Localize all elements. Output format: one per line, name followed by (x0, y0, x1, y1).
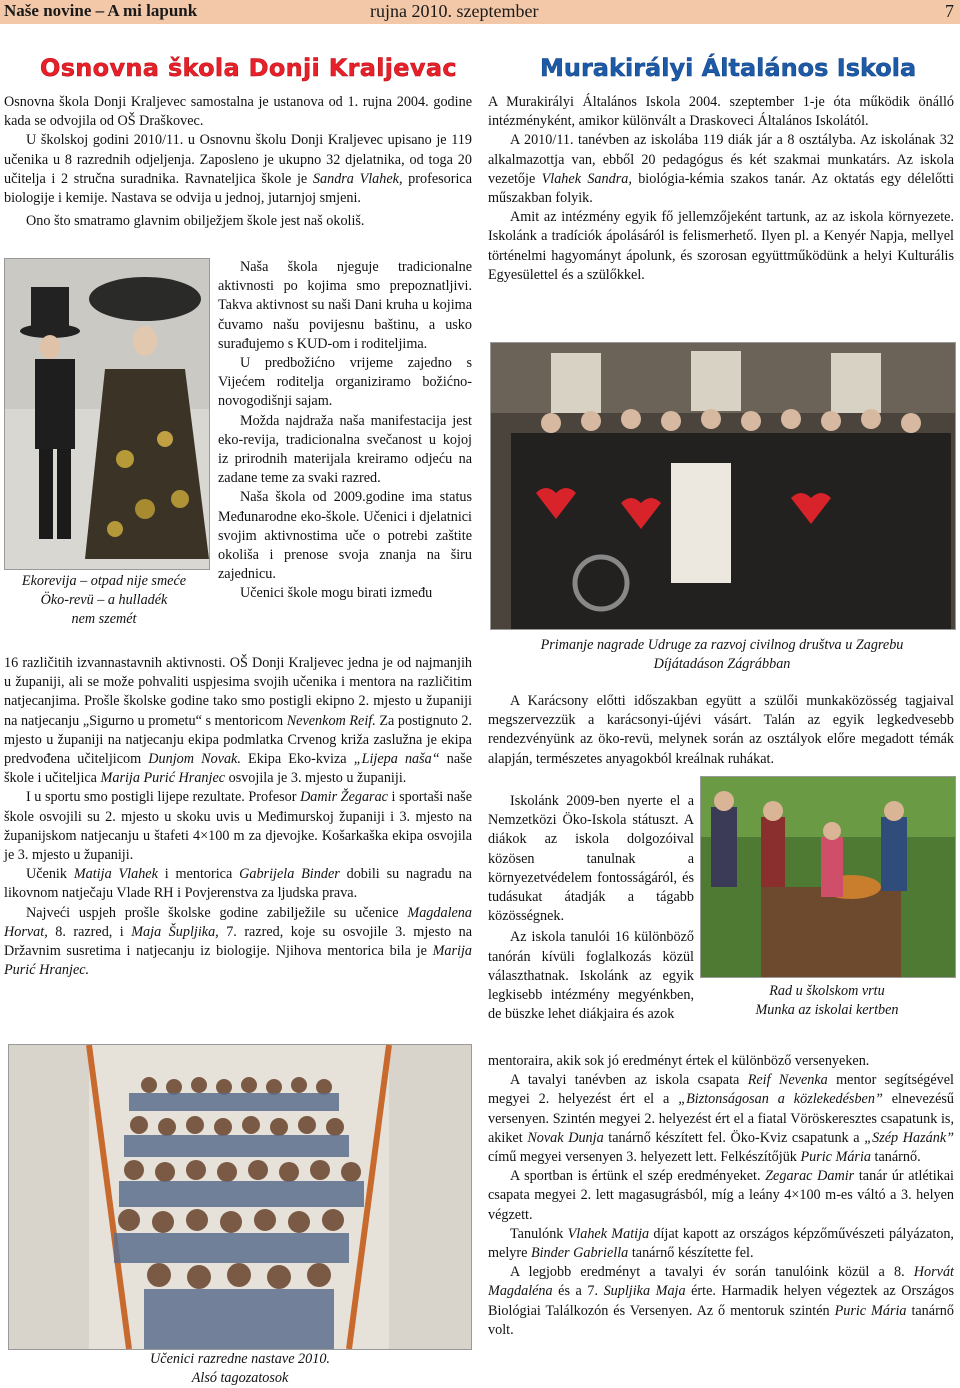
hr-side-paragraph: Možda najdraža naša manifestacija jest eko-revija, tradicionalna svečanost u kojoj iz prirodnih materijala kreiramo odjeću na zadane teme za svaki razred. (218, 412, 472, 487)
hr-paragraph-5: I u sportu smo postigli lijepe rezultate. Profesor Damir Žegarac i sportaši naše škole osvojili su 2. mjesto u skoku uvis u Međimurskoj županiji i 3. mjesto na županijskom natjecanju u štafeti 4×100 m za djevojke. Košarkaška ekipa osvojila je 3. mjesto u županiji. (4, 789, 472, 864)
newspaper-name: Naše novine – A mi lapunk (4, 1, 198, 20)
hr-side-paragraph: Naša škola njeguje tradicionalne aktivnosti po kojima smo prepoznatljivi. Takva aktivnost su naši Dani kruha u kojima čuvamo našu povijesnu baštinu, a usko surađujemo s KUD-om i roditeljima. (218, 259, 472, 352)
school-garden-photo-image (701, 777, 955, 977)
hr-article-title: Osnovna škola Donji Kraljevac (40, 54, 457, 82)
hr-side-paragraph: Naša škola od 2009.godine ima status Međunarodne eko-škole. Učenici i djelatnici svojim aktivnostima uče o potrebi zaštite okoliša i prenose svoja znanja na širu zajednicu. (218, 489, 472, 583)
hr-paragraph-2: U školskoj godini 2010/11. u Osnovnu školu Donji Kraljevec upisano je 119 učenika u 8 razrednih odjeljenja. Zaposleno je ukupno 32 djelatnika, od toga 20 učitelja i 2 stručna suradnika. Ravnateljica škole je Sandra Vlahek, profesorica biologije i kemije. Nastava se odvija u jednoj, jutarnjoj smjeni. (4, 132, 472, 207)
award-ceremony-photo (490, 342, 956, 630)
hu-paragraph-1: A Murakirályi Általános Iskola 2004. szeptember 1-je óta működik önálló intézményként, amikor különvált a Draskoveci Általános Iskolától. (488, 94, 954, 130)
hr-side-column (218, 258, 472, 604)
caption-line: Ekorevija – otpad nije smeće (21, 573, 187, 589)
caption-line: Alsó tagozatosok (191, 1370, 289, 1386)
page-number: 7 (945, 1, 954, 21)
hu-paragraph-6: Az iskola tanulói 16 különböző tanórán kívüli foglalkozás közül választhatnak. Iskolánk az egyik legkisebb intézmény megyénkben, de büszke lehet diákjaira és azok (488, 929, 694, 1023)
hu-paragraph-2: A 2010/11. tanévben az iskolába 119 diák jár a 8 osztályba. Az iskolának 32 alkalmazottja van, ebből 20 pedagógus és két szakmai munkatárs. Az iskola vezetője Vlahek Sandra, biológia-kémia szakos tanár. Az oktatás egy délelőtti műszakban folyik. (488, 132, 954, 207)
hu-paragraph-10: A legjobb eredményt a tavalyi év során tanulóink közül a 8. Horvát Magdaléna és a 7. Supljika Maja érte. Harmadik helyen végeztek az Országos Biológiai Találkozón és Versenyen. Az ő mentoruk szintén Puric Mária tanárnő volt. (488, 1264, 955, 1338)
hr-paragraph-1: Osnovna škola Donji Kraljevec samostalna je ustanova od 1. rujna 2004. godine kada se odvojila od OŠ Draškovec. (4, 94, 472, 130)
page-header (0, 0, 960, 24)
caption-line: Učenici razredne nastave 2010. (150, 1351, 330, 1367)
hr-intro (4, 93, 472, 231)
school-garden-photo (700, 776, 956, 978)
hu-paragraph-9: Tanulónk Vlahek Matija díjat kapott az országos képzőművészeti pályázaton, melyre Binder Gabriella tanárnő készítette fel. (488, 1225, 954, 1262)
hu-paragraph-4-block (488, 692, 954, 769)
ekorevija-photo-image (5, 259, 209, 569)
ekorevija-photo (4, 258, 210, 570)
ekorevija-caption (4, 572, 204, 629)
hr-paragraph-4: 16 različitih izvannastavnih aktivnosti. OŠ Donji Kraljevec jedna je od najmanjih u županiji, ali se može pohvaliti uspjesima svojih učenika i mentora na različitim natjecanjima. Prošle školske godine tako smo postigli ekipno 2. mjesto u županiji na natjecanju „Sigurno u prometu“ s mentoricom Nevenkom Reif. Za postignuto 2. mjesto u županiji na natjecanju ekipa podmlatka Crvenog križa zaslužna je ekipa predvođena učiteljicom Dunjom Novak. Ekipa Eko-kviza „Lijepa naša“ naše škole i učiteljica Marija Purić Hranjec osvojila je 3. mjesto u županiji. (4, 655, 473, 787)
hu-paragraph-6-continued: mentoraira, akik sok jó eredményt értek el különböző versenyeken. (488, 1053, 870, 1069)
caption-line: Rad u školskom vrtu (769, 983, 885, 999)
hr-side-paragraph: U predbožićno vrijeme zajedno s Vijećem roditelja organiziramo božićno-novogodišnji sajam. (218, 355, 472, 410)
caption-line: Primanje nagrade Udruge za razvoj civilnog društva u Zagrebu (540, 637, 904, 653)
hr-paragraph-6: Učenik Matija Vlahek i mentorica Gabrijela Binder dobili su nagradu na likovnom natječaju Vlade RH i Povjerenstva za ljudska prava. (4, 866, 472, 902)
issue-date: rujna 2010. szeptember (370, 1, 539, 21)
hu-narrow-column (488, 792, 694, 1024)
hr-paragraph-7: Najveći uspjeh prošle školske godine zabilježile su učenice Magdalena Horvat, 8. razred, i Maja Šupljika, 7. razred, koje su osvojile 3. mjesto na Državnim susretima i natjecanju iz biologije. Njihova mentorica bila je Marija Purić Hranjec. (4, 904, 472, 979)
garden-caption (700, 982, 954, 1020)
award-caption (490, 636, 954, 674)
hr-main-body (4, 654, 472, 980)
hr-paragraph-3: Ono što smatramo glavnim obilježjem škole jest naš okoliš. (26, 213, 365, 230)
hu-lower-body (488, 1052, 954, 1340)
hu-paragraph-3: Amit az intézmény egyik fő jellemzőjeként tartunk, az az iskola környezete. Iskolánk a tradíciók ápolásáról is felismerhető. Ilyen pl. a Kenyér Napja, mellyel történelmi hagyományt ápolunk, és szorosan együttműködünk a helyi Kulturális Egyesülettel és a szülőkkel. (488, 209, 954, 283)
hu-paragraph-8: A sportban is értünk el szép eredményeket. Zegarac Damir tanár úr atlétikai csapata megyei 2. lett magasugrásból, míg a leány 4×100 m-es váltó a 3. helyen végzett. (488, 1168, 954, 1223)
hu-paragraph-7: A tavalyi tanévben az iskola csapata Reif Nevenka mentor segítségével megyei 2. helyezést ért el a „Biztonságosan a közlekedésben” elnevezésű versenyen. Szintén megyei 2. helyezést ért el a fiatal Vöröskeresztes csapatunk is, akiket Novak Dunja tanárnő készített fel. Öko-Kviz csapatunk a „Szép Hazánk” című megyei versenyen 3. helyezett lett. Felkészítőjük Puric Mária tanárnő. (488, 1072, 955, 1166)
hu-intro (488, 93, 954, 285)
hr-side-paragraph: Učenici škole mogu birati između (240, 585, 433, 602)
hu-paragraph-5: Iskolánk 2009-ben nyerte el a Nemzetközi Öko-Iskola státuszt. A diákok az iskola dolgozóival közösen tanulnak a környezetvédelem fontosságáról, és tudásukat átadják a tágabb közösségnek. (488, 793, 694, 925)
caption-line: Díjátadáson Zágrábban (653, 656, 791, 672)
caption-line: Öko-revü – a hulladék (40, 592, 168, 608)
caption-line: nem szemét (71, 611, 137, 627)
hu-paragraph-4: A Karácsony előtti időszakban együtt a szülői munkaközösség tagjaival megszervezzük a karácsonyi-újévi vásárt. Talán az egyik legkedvesebb rendezvényünk az öko-revü, melynek során az osztályok előre megadott témák alapján, természetes anyagokból kreálnak ruhákat. (488, 693, 954, 767)
class-group-photo-image (9, 1045, 471, 1349)
award-ceremony-photo-image (491, 343, 955, 629)
hu-article-title: Murakirályi Általános Iskola (540, 54, 917, 82)
class-group-photo (8, 1044, 472, 1350)
caption-line: Munka az iskolai kertben (755, 1002, 899, 1018)
class-group-caption (60, 1350, 420, 1388)
